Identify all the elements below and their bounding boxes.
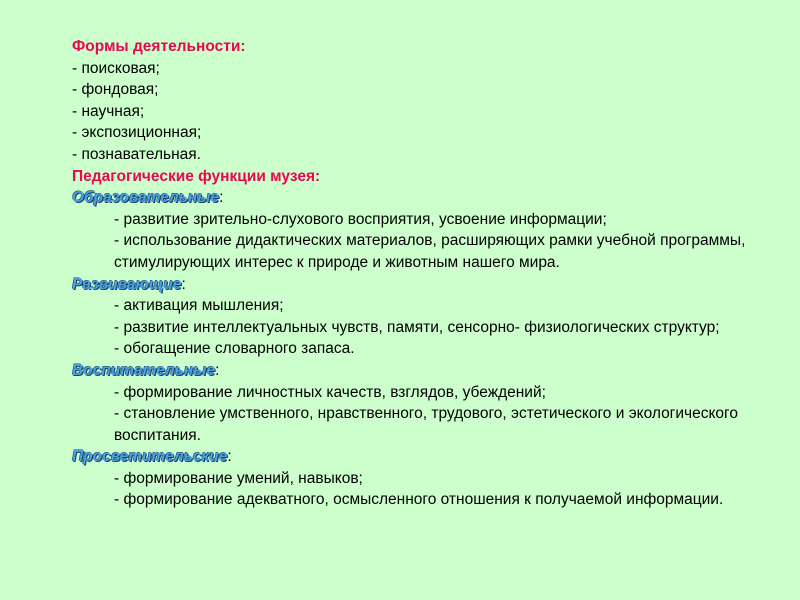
category-developing-name: Развивающие (72, 275, 182, 293)
list-item: - формирование личностных качеств, взглядов, убеждений; (114, 383, 546, 401)
category-developing-list (114, 295, 754, 360)
list-item: - активация мышления; (114, 297, 284, 315)
list-item: - развитие интеллектуальных чувств, памяти, сенсорно- физиологических структур; (114, 318, 720, 336)
forms-item-exposition: - экспозиционная; (72, 124, 202, 142)
list-item: - использование дидактических материалов, расширяющих рамки учебной программы, стимулирующих интерес к природе и животным нашего мира. (114, 232, 746, 271)
category-enlightening-colon: : (227, 448, 232, 466)
category-upbringing-list (114, 382, 754, 447)
functions-heading: Педагогические функции музея: (72, 167, 321, 185)
forms-heading: Формы деятельности: (72, 38, 246, 55)
category-developing (72, 274, 762, 296)
category-educational-name: Образовательные (72, 189, 220, 207)
list-item: - формирование адекватного, осмысленного отношения к получаемой информации. (114, 491, 724, 509)
forms-item-searching: - поисковая; (72, 59, 160, 77)
category-upbringing (72, 360, 762, 382)
list-item: - становление умственного, нравственного, трудового, эстетического и экологического воспитания. (114, 405, 738, 444)
category-educational-colon: : (219, 189, 224, 207)
category-upbringing-name: Воспитательные (72, 361, 216, 379)
slide-content (72, 36, 762, 511)
category-educational-list (114, 209, 754, 274)
forms-item-cognitive: - познавательная. (72, 145, 201, 163)
category-upbringing-colon: : (215, 361, 220, 379)
category-educational (72, 187, 762, 209)
list-item: - развитие зрительно-слухового восприятия, усвоение информации; (114, 210, 607, 228)
category-enlightening-list (114, 468, 754, 511)
forms-item-collection: - фондовая; (72, 81, 159, 99)
forms-item-scientific: - научная; (72, 102, 145, 120)
category-enlightening (72, 446, 762, 468)
category-developing-colon: : (181, 275, 186, 293)
list-item: - обогащение словарного запаса. (114, 340, 355, 358)
list-item: - формирование умений, навыков; (114, 469, 363, 487)
category-enlightening-name: Просветительские (72, 448, 228, 466)
